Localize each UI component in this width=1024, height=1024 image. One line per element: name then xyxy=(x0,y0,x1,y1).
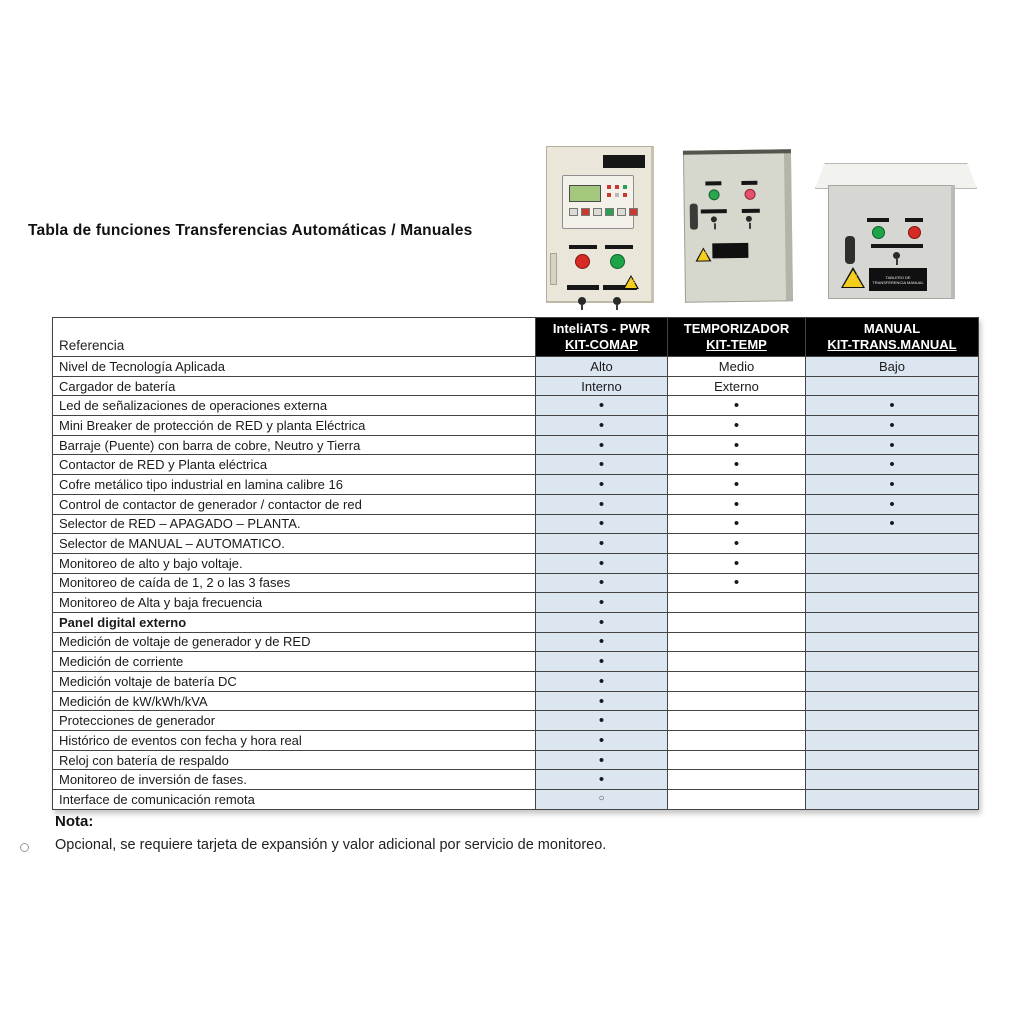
feature-label: Medición de kW/kWh/kVA xyxy=(53,692,535,711)
feature-value xyxy=(668,731,805,750)
feature-label: Histórico de eventos con fecha y hora real xyxy=(53,731,535,750)
feature-value xyxy=(806,574,978,593)
feature-value xyxy=(668,652,805,671)
feature-label: Control de contactor de generador / contactor de red xyxy=(53,495,535,514)
feature-value xyxy=(806,790,978,809)
column-header-referencia: Referencia xyxy=(53,318,535,356)
feature-value xyxy=(536,396,667,415)
feature-value xyxy=(536,436,667,455)
feature-value xyxy=(668,574,805,593)
warning-triangle-icon: ⚡ xyxy=(841,267,865,288)
bullet-dot-icon: • xyxy=(598,456,605,474)
red-pushbutton xyxy=(575,254,590,269)
feature-value xyxy=(806,593,978,612)
header-line1: InteliATS - PWR xyxy=(552,321,651,336)
bullet-dot-icon: • xyxy=(598,613,605,631)
bullet-dot-icon: • xyxy=(598,731,605,749)
label-strip xyxy=(701,209,727,213)
open-circle-icon: ○ xyxy=(598,793,605,805)
feature-label: Medición voltaje de batería DC xyxy=(53,672,535,691)
column-header-kit-trans.manual xyxy=(806,318,978,356)
bullet-dot-icon: • xyxy=(598,712,605,730)
feature-label: Monitoreo de Alta y baja frecuencia xyxy=(53,593,535,612)
feature-value xyxy=(668,770,805,789)
feature-value xyxy=(536,574,667,593)
bullet-dot-icon: • xyxy=(598,771,605,789)
feature-label: Led de señalizaciones de operaciones externa xyxy=(53,396,535,415)
feature-value xyxy=(536,495,667,514)
bullet-dot-icon: • xyxy=(598,515,605,533)
feature-value xyxy=(806,672,978,691)
feature-value xyxy=(668,396,805,415)
feature-label: Mini Breaker de protección de RED y planta Eléctrica xyxy=(53,416,535,435)
feature-label: Medición de voltaje de generador y de RED xyxy=(53,633,535,652)
selector-knob xyxy=(893,252,900,259)
bullet-dot-icon: • xyxy=(598,397,605,415)
bullet-dot-icon: • xyxy=(733,456,740,474)
feature-label: Monitoreo de caída de 1, 2 o las 3 fases xyxy=(53,574,535,593)
bullet-dot-icon: • xyxy=(598,535,605,553)
feature-value xyxy=(806,652,978,671)
feature-value xyxy=(668,534,805,553)
led-indicator xyxy=(607,193,611,197)
feature-label: Medición de corriente xyxy=(53,652,535,671)
door-lock xyxy=(690,204,698,230)
feature-value xyxy=(536,770,667,789)
bullet-dot-icon: • xyxy=(889,397,895,415)
bullet-dot-icon: • xyxy=(598,554,605,572)
feature-value xyxy=(806,515,978,534)
led-indicator xyxy=(615,185,619,189)
label-strip xyxy=(905,218,923,222)
bullet-dot-icon: • xyxy=(733,475,740,493)
red-indicator-light xyxy=(744,189,755,200)
column-header-kit-comap xyxy=(536,318,667,356)
bullet-dot-icon: • xyxy=(733,574,740,592)
bullet-dot-icon: • xyxy=(733,515,740,533)
feature-value xyxy=(668,613,805,632)
feature-value: Interno xyxy=(536,377,667,396)
feature-value xyxy=(536,711,667,730)
bullet-dot-icon: • xyxy=(889,475,895,493)
feature-value xyxy=(668,495,805,514)
label-strip xyxy=(867,218,889,222)
toggle-switch xyxy=(578,297,586,305)
feature-value xyxy=(536,554,667,573)
feature-value xyxy=(536,613,667,632)
feature-value xyxy=(668,475,805,494)
feature-value xyxy=(806,534,978,553)
door-handle xyxy=(845,236,855,264)
feature-value xyxy=(668,455,805,474)
bullet-dot-icon: • xyxy=(598,574,605,592)
bullet-dot-icon: • xyxy=(598,416,605,434)
feature-value xyxy=(806,436,978,455)
feature-label: Reloj con batería de respaldo xyxy=(53,751,535,770)
feature-label: Cofre metálico tipo industrial en lamina calibre 16 xyxy=(53,475,535,494)
bullet-dot-icon: • xyxy=(889,416,895,434)
feature-label: Monitoreo de alto y bajo voltaje. xyxy=(53,554,535,573)
feature-value xyxy=(668,692,805,711)
led-indicator xyxy=(615,193,619,197)
warning-triangle-icon: ⚡ xyxy=(695,247,711,261)
feature-value xyxy=(806,770,978,789)
label-strip xyxy=(569,245,597,249)
feature-value xyxy=(668,436,805,455)
feature-value xyxy=(806,633,978,652)
controller-buttons xyxy=(569,208,638,216)
label-strip xyxy=(741,181,757,185)
feature-label: Panel digital externo xyxy=(53,613,535,632)
bullet-dot-icon: • xyxy=(598,495,605,513)
feature-value xyxy=(536,790,667,809)
feature-value xyxy=(806,751,978,770)
header-line1: TEMPORIZADOR xyxy=(683,321,790,336)
bullet-dot-icon: • xyxy=(733,416,740,434)
feature-value xyxy=(668,790,805,809)
feature-value xyxy=(806,475,978,494)
label-strip xyxy=(871,244,923,248)
bullet-dot-icon: • xyxy=(598,475,605,493)
bullet-dot-icon: • xyxy=(733,554,740,572)
controller-panel xyxy=(562,175,634,229)
feature-value xyxy=(536,475,667,494)
feature-label: Contactor de RED y Planta eléctrica xyxy=(53,455,535,474)
cabinet-nameplate xyxy=(712,243,748,259)
bullet-dot-icon: • xyxy=(889,515,895,533)
feature-value xyxy=(536,633,667,652)
feature-value xyxy=(806,495,978,514)
header-line1: MANUAL xyxy=(863,321,921,336)
feature-value xyxy=(806,396,978,415)
led-indicator xyxy=(623,185,627,189)
product-photo-kit-temp xyxy=(683,149,793,302)
feature-value: Medio xyxy=(668,357,805,376)
warning-triangle-icon: ⚡ xyxy=(623,275,639,289)
small-switch xyxy=(711,216,717,222)
feature-label: Monitoreo de inversión de fases. xyxy=(53,770,535,789)
header-line2: KIT-COMAP xyxy=(565,337,638,352)
bullet-dot-icon: • xyxy=(733,397,740,415)
feature-value xyxy=(668,554,805,573)
bullet-dot-icon: • xyxy=(598,436,605,454)
feature-value xyxy=(536,593,667,612)
bullet-dot-icon: • xyxy=(598,672,605,690)
feature-value xyxy=(806,455,978,474)
feature-value xyxy=(668,751,805,770)
feature-value xyxy=(536,515,667,534)
led-indicator xyxy=(607,185,611,189)
toggle-switch xyxy=(613,297,621,305)
feature-value xyxy=(806,692,978,711)
feature-label: Cargador de batería xyxy=(53,377,535,396)
feature-value xyxy=(668,416,805,435)
red-pushbutton xyxy=(908,226,921,239)
note-bullet-icon xyxy=(20,843,29,852)
feature-value: Alto xyxy=(536,357,667,376)
features-comparison-table xyxy=(52,317,979,810)
bullet-dot-icon: • xyxy=(733,535,740,553)
green-pushbutton xyxy=(610,254,625,269)
feature-value xyxy=(536,416,667,435)
feature-value xyxy=(536,672,667,691)
column-header-kit-temp xyxy=(668,318,805,356)
controller-lcd-screen xyxy=(569,185,601,202)
feature-value xyxy=(536,692,667,711)
bullet-dot-icon: • xyxy=(889,495,895,513)
feature-value: Externo xyxy=(668,377,805,396)
green-pushbutton xyxy=(872,226,885,239)
bullet-dot-icon: • xyxy=(733,436,740,454)
feature-value xyxy=(668,711,805,730)
feature-label: Barraje (Puente) con barra de cobre, Neutro y Tierra xyxy=(53,436,535,455)
bullet-dot-icon: • xyxy=(598,653,605,671)
label-strip xyxy=(605,245,633,249)
header-line2: KIT-TEMP xyxy=(706,337,767,352)
feature-label: Protecciones de generador xyxy=(53,711,535,730)
feature-value xyxy=(668,515,805,534)
label-strip xyxy=(705,181,721,185)
header-line2: KIT-TRANS.MANUAL xyxy=(827,337,957,352)
led-indicator xyxy=(623,193,627,197)
feature-value xyxy=(536,534,667,553)
feature-label: Interface de comunicación remota xyxy=(53,790,535,809)
feature-label: Selector de RED – APAGADO – PLANTA. xyxy=(53,515,535,534)
small-switch xyxy=(746,216,752,222)
bullet-dot-icon: • xyxy=(889,436,895,454)
product-photo-kit-trans-manual xyxy=(815,163,965,298)
bullet-dot-icon: • xyxy=(598,633,605,651)
feature-value xyxy=(668,633,805,652)
feature-value xyxy=(536,652,667,671)
green-indicator-light xyxy=(708,189,719,200)
bullet-dot-icon: • xyxy=(598,692,605,710)
feature-value xyxy=(806,731,978,750)
bullet-dot-icon: • xyxy=(889,456,895,474)
feature-value xyxy=(806,554,978,573)
bullet-dot-icon: • xyxy=(598,594,605,612)
feature-value xyxy=(668,672,805,691)
feature-value xyxy=(806,416,978,435)
feature-value xyxy=(668,593,805,612)
note-heading: Nota: xyxy=(55,813,94,830)
cabinet-nameplate: TABLERO DE TRANSFERENCIA MANUAL xyxy=(869,268,927,291)
feature-value xyxy=(536,731,667,750)
page-title: Tabla de funciones Transferencias Automáticas / Manuales xyxy=(28,222,473,239)
feature-value xyxy=(536,455,667,474)
feature-value xyxy=(806,613,978,632)
bullet-dot-icon: • xyxy=(733,495,740,513)
bullet-dot-icon: • xyxy=(598,751,605,769)
note-text: Opcional, se requiere tarjeta de expansión y valor adicional por servicio de monitoreo. xyxy=(55,837,607,853)
feature-label: Nivel de Tecnología Aplicada xyxy=(53,357,535,376)
door-handle xyxy=(550,253,557,285)
cabinet-top-edge xyxy=(683,149,791,155)
label-strip xyxy=(742,209,760,213)
feature-value xyxy=(806,711,978,730)
feature-value xyxy=(536,751,667,770)
product-photo-kit-comap xyxy=(546,146,654,303)
feature-label: Selector de MANUAL – AUTOMATICO. xyxy=(53,534,535,553)
cabinet-nameplate xyxy=(603,155,645,168)
label-strip xyxy=(567,285,599,290)
cabinet-body xyxy=(828,185,955,299)
feature-value xyxy=(806,377,978,396)
feature-value: Bajo xyxy=(806,357,978,376)
